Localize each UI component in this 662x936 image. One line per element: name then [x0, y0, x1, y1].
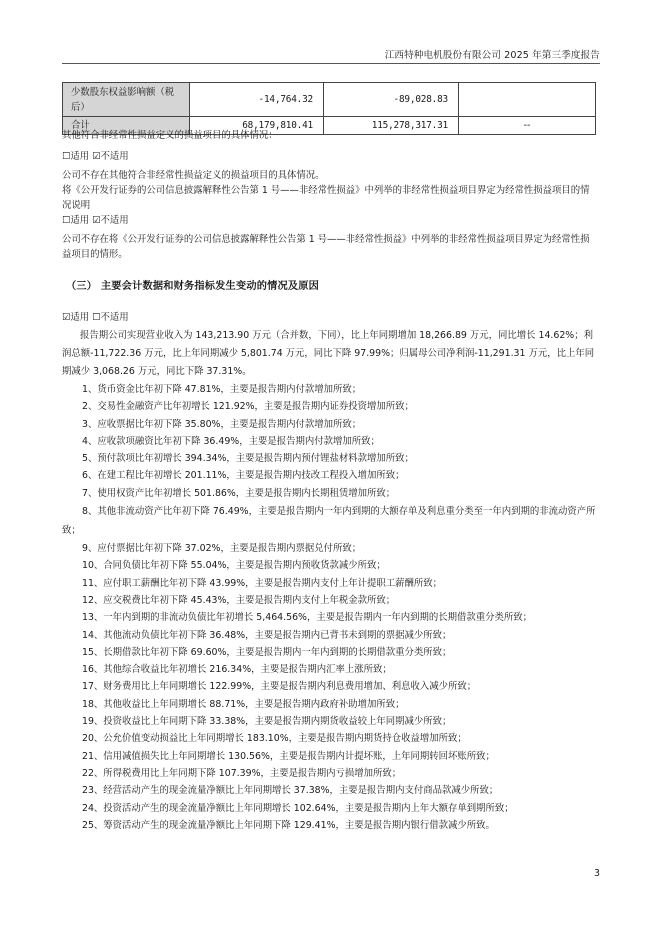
list-item: 22、所得税费用比上年同期下降 107.39%，主要是报告期内亏损增加所致；: [82, 767, 402, 779]
list-item: 18、其他收益比上年同期增长 88.71%，主要是报告期内政府补助增加所致；: [82, 698, 405, 710]
list-item: 20、公允价值变动损益比上年同期增长 183.10%，主要是报告期内期货持仓收益增加所致；: [82, 733, 467, 745]
ytd-value: -89,028.83: [324, 83, 459, 117]
public-notice-heading: 将《公开发行证券的公司信息披露解释性公告第 1 号——非经常性损益》中列举的非经常性损益项目界定为经常性损益项目的情况说明: [62, 185, 590, 211]
report-header-title: 江西特种电机股份有限公司 2025 年第三季度报告: [384, 50, 600, 61]
other-items-applicability: ☐适用 ☑不适用: [62, 151, 129, 162]
table-row: [63, 83, 596, 117]
section-summary: 报告期公司实现营业收入为 143,213.90 万元（合并数，下同），比上年同期增加 18,266.89 万元，同比增长 14.62%；利润总额-11,722.36 万元，比上年同期减少 5,801.74 万元，同比下降 97.99%；归属母公司净利润-11,291.31 万元，比上年同期减少 3,068.26 万元，同比下降 37.31%。: [62, 330, 595, 377]
current-period-value: 68,179,810.41: [190, 117, 324, 135]
row-label: 合计: [63, 117, 190, 135]
list-item: 5、预付款项比年初增长 394.34%，主要是报告期内预付锂盐材料款增加所致；: [82, 453, 414, 465]
list-item: 8、其他非流动资产比年初下降 76.49%，主要是报告期内一年内到期的大额存单及利息重分类至一年内到期的非流动资产所致；: [62, 506, 596, 537]
public-notice-text: 公司不存在将《公开发行证券的公司信息披露解释性公告第 1 号——非经常性损益》中列举的非经常性损益项目界定为经常性损益项目的情形。: [62, 234, 590, 260]
list-item: 24、投资活动产生的现金流量净额比上年同期增长 102.64%，主要是报告期内上年大额存单到期所致；: [82, 802, 514, 814]
list-item: 6、在建工程比年初增长 201.11%，主要是报告期内技改工程投入增加所致；: [82, 470, 405, 482]
public-notice-applicability: ☐适用 ☑不适用: [62, 215, 129, 226]
row-label: 少数股东权益影响额（税后）: [63, 83, 190, 117]
list-item: 16、其他综合收益比年初增长 216.34%，主要是报告期内汇率上涨所致；: [82, 664, 392, 676]
other-items-text: 公司不存在其他符合非经常性损益定义的损益项目的具体情况。: [62, 170, 325, 181]
list-item: 15、长期借款比年初下降 69.60%，主要是报告期内一年内到期的长期借款重分类所致；: [82, 646, 452, 658]
list-item: 12、应交税费比年初下降 45.43%，主要是报告期内支付上年税金款所致；: [82, 594, 396, 606]
list-item: 14、其他流动负债比年初下降 36.48%，主要是报告期内已背书未到期的票据减少所致；: [82, 629, 452, 641]
list-item: 2、交易性金融资产比年初增长 121.92%，主要是报告期内证券投资增加所致；: [82, 401, 414, 413]
list-item: 11、应付职工薪酬比年初下降 43.99%，主要是报告期内支付上年计提职工薪酬所致；: [82, 577, 443, 589]
note-cell: [459, 83, 596, 117]
list-item: 23、经营活动产生的现金流量净额比上年同期增长 37.38%，主要是报告期内支付商品款减少所致；: [82, 785, 499, 797]
note-cell: --: [459, 117, 596, 135]
current-period-value: -14,764.32: [190, 83, 324, 117]
list-item: 3、应收票据比年初下降 35.80%，主要是报告期内付款增加所致；: [82, 418, 362, 430]
list-item: 25、筹资活动产生的现金流量净额比上年同期下降 129.41%，主要是报告期内银行借款减少所致。: [82, 819, 495, 831]
list-item: 7、使用权资产比年初增长 501.86%，主要是报告期内长期租赁增加所致；: [82, 487, 396, 499]
list-item: 19、投资收益比上年同期下降 33.38%，主要是报告期内期货收益较上年同期减少所致；: [82, 716, 452, 728]
change-reasons-list: [62, 381, 598, 834]
section-applicability: ☑适用 ☐不适用: [62, 312, 129, 323]
list-item: 10、合同负债比年初下降 55.04%，主要是报告期内预收货款减少所致；: [82, 560, 386, 572]
list-item: 4、应收款项融资比年初下降 36.49%，主要是报告期内付款增加所致；: [82, 435, 380, 447]
list-item: 17、财务费用比上年同期增长 122.99%，主要是报告期内利息费用增加、利息收入减少所致；: [82, 681, 477, 693]
other-items-heading: 其他符合非经常性损益定义的损益项目的具体情况：: [62, 130, 278, 141]
list-item: 9、应付票据比年初下降 37.02%，主要是报告期内票据兑付所致；: [82, 543, 362, 555]
section-title: （三） 主要会计数据和财务指标发生变动的情况及原因: [66, 281, 320, 292]
page-number: 3: [594, 868, 600, 879]
list-item: 1、货币资金比年初下降 47.81%，主要是报告期内付款增加所致；: [82, 384, 362, 395]
header-divider: [62, 63, 600, 64]
list-item: 21、信用减值损失比上年同期增长 130.56%，主要是报告期内计提坏账，上年同期转回坏账所致；: [82, 750, 495, 762]
ytd-value: 115,278,317.31: [324, 117, 459, 135]
list-item: 13、一年内到期的非流动负债比年初增长 5,464.56%，主要是报告期内一年内到期的长期借款重分类所致；: [82, 612, 532, 624]
